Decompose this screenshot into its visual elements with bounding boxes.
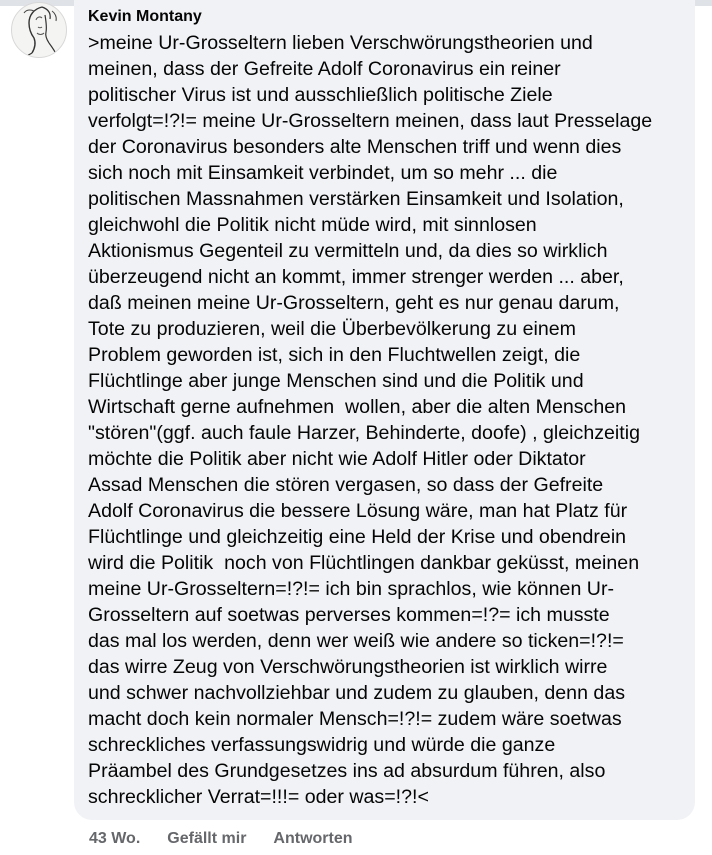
- reply-button[interactable]: Antworten: [273, 830, 353, 847]
- like-button[interactable]: Gefällt mir: [167, 830, 247, 847]
- sketch-portrait-avatar-icon: [12, 3, 66, 57]
- comment-actions: [89, 828, 353, 850]
- comment-timestamp[interactable]: 43 Wo.: [89, 830, 141, 847]
- avatar[interactable]: [11, 2, 67, 58]
- comment-author[interactable]: Kevin Montany: [88, 8, 202, 25]
- comment-text: >meine Ur-Grosseltern lieben Verschwörungstheorien und meinen, dass der Gefreite Adolf Coronavirus ein reiner politischer Virus ist und ausschließlich politische Ziele verfolgt=!?!= meine Ur-Grosseltern meinen, dass laut Presselage der Coronavirus besonders alte Menschen triff und wenn dies sich noch mit Einsamkeit verbindet, um so mehr ... die politischen Massnahmen verstärken Einsamkeit und Isolation, gleichwohl die Politik nicht müde wird, mit sinnlosen Aktionismus Gegenteil zu vermitteln und, da dies so wirklich überzeugend nicht an kommt, immer strenger werden ... aber, daß meinen meine Ur-Grosseltern, geht es nur genau darum, Tote zu produzieren, weil die Überbevölkerung zu einem Problem geworden ist, sich in den Fluchtwellen zeigt, die Flüchtlinge aber junge Menschen sind und die Politik und Wirtschaft gerne aufnehmen wollen, aber die alten Menschen "stören"(ggf. auch faule Harzer, Behinderte, doofe) , gleichzeitig möchte die Politik aber nicht wie Adolf Hitler oder Diktator Assad Menschen die stören vergasen, so dass der Gefreite Adolf Coronavirus die bessere Lösung wäre, man hat Platz für Flüchtlinge und gleichzeitig eine Held der Krise und obendrein wird die Politik noch von Flüchtlingen dankbar geküsst, meinen meine Ur-Grosseltern=!?!= ich bin sprachlos, wie können Ur- Grosseltern auf soetwas perverses kommen=!?= ich musste das mal los werden, denn wer weiß wie andere so ticken=!?!= das wirre Zeug von Verschwörungstheorien ist wirklich wirre und schwer nachvollziehbar und zudem zu glauben, denn das macht doch kein normaler Mensch=!?!= zudem wäre soetwas schreckliches verfassungswidrig und würde die ganze Präambel des Grundgesetzes ins ad absurdum führen, also schrecklicher Verrat=!!!= oder was=!?!<: [88, 32, 653, 808]
